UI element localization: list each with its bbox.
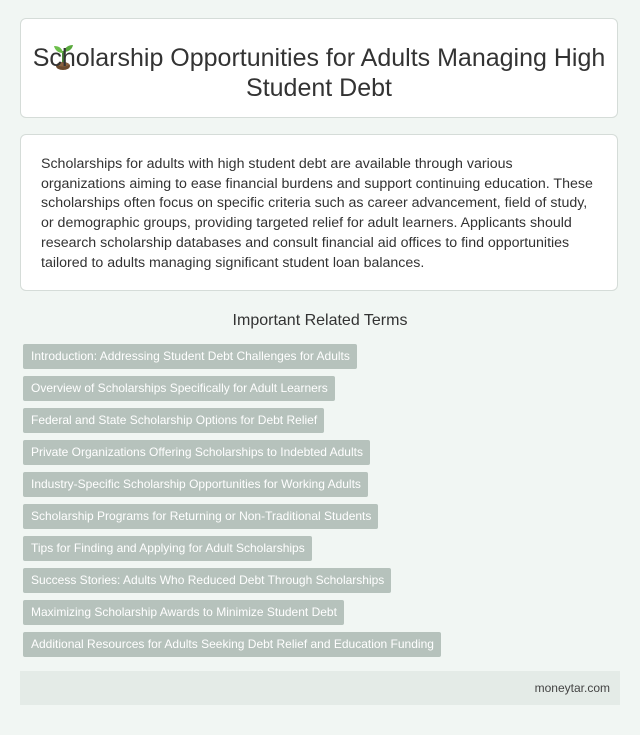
footer-site-link[interactable]: moneytar.com [534, 681, 610, 695]
term-tag[interactable]: Maximizing Scholarship Awards to Minimize Student Debt [23, 600, 344, 625]
term-tag[interactable]: Private Organizations Offering Scholarships to Indebted Adults [23, 440, 370, 465]
title-card [20, 18, 618, 118]
term-tag[interactable]: Federal and State Scholarship Options for Debt Relief [23, 408, 324, 433]
intro-paragraph: Scholarships for adults with high student debt are available through various organizations aiming to ease financial burdens and support continuing education. These scholarships often focus on specific criteria such as career advancement, field of study, or demographic groups, providing targeted relief for adult learners. Applicants should research scholarship databases and consult financial aid offices to find opportunities tailored to adults managing significant student loan balances. [41, 156, 593, 271]
term-tag[interactable]: Additional Resources for Adults Seeking Debt Relief and Education Funding [23, 632, 441, 657]
terms-heading: Important Related Terms [232, 312, 408, 329]
term-tag[interactable]: Introduction: Addressing Student Debt Challenges for Adults [23, 344, 357, 369]
term-tag[interactable]: Scholarship Programs for Returning or Non-Traditional Students [23, 504, 378, 529]
intro-card [20, 134, 618, 291]
term-tag[interactable]: Industry-Specific Scholarship Opportunities for Working Adults [23, 472, 368, 497]
term-tag[interactable]: Tips for Finding and Applying for Adult Scholarships [23, 536, 312, 561]
terms-list [23, 344, 441, 664]
term-tag[interactable]: Overview of Scholarships Specifically for Adult Learners [23, 376, 335, 401]
footer [20, 671, 620, 705]
page-title: Scholarship Opportunities for Adults Managing High Student Debt [32, 44, 606, 102]
term-tag[interactable]: Success Stories: Adults Who Reduced Debt Through Scholarships [23, 568, 391, 593]
